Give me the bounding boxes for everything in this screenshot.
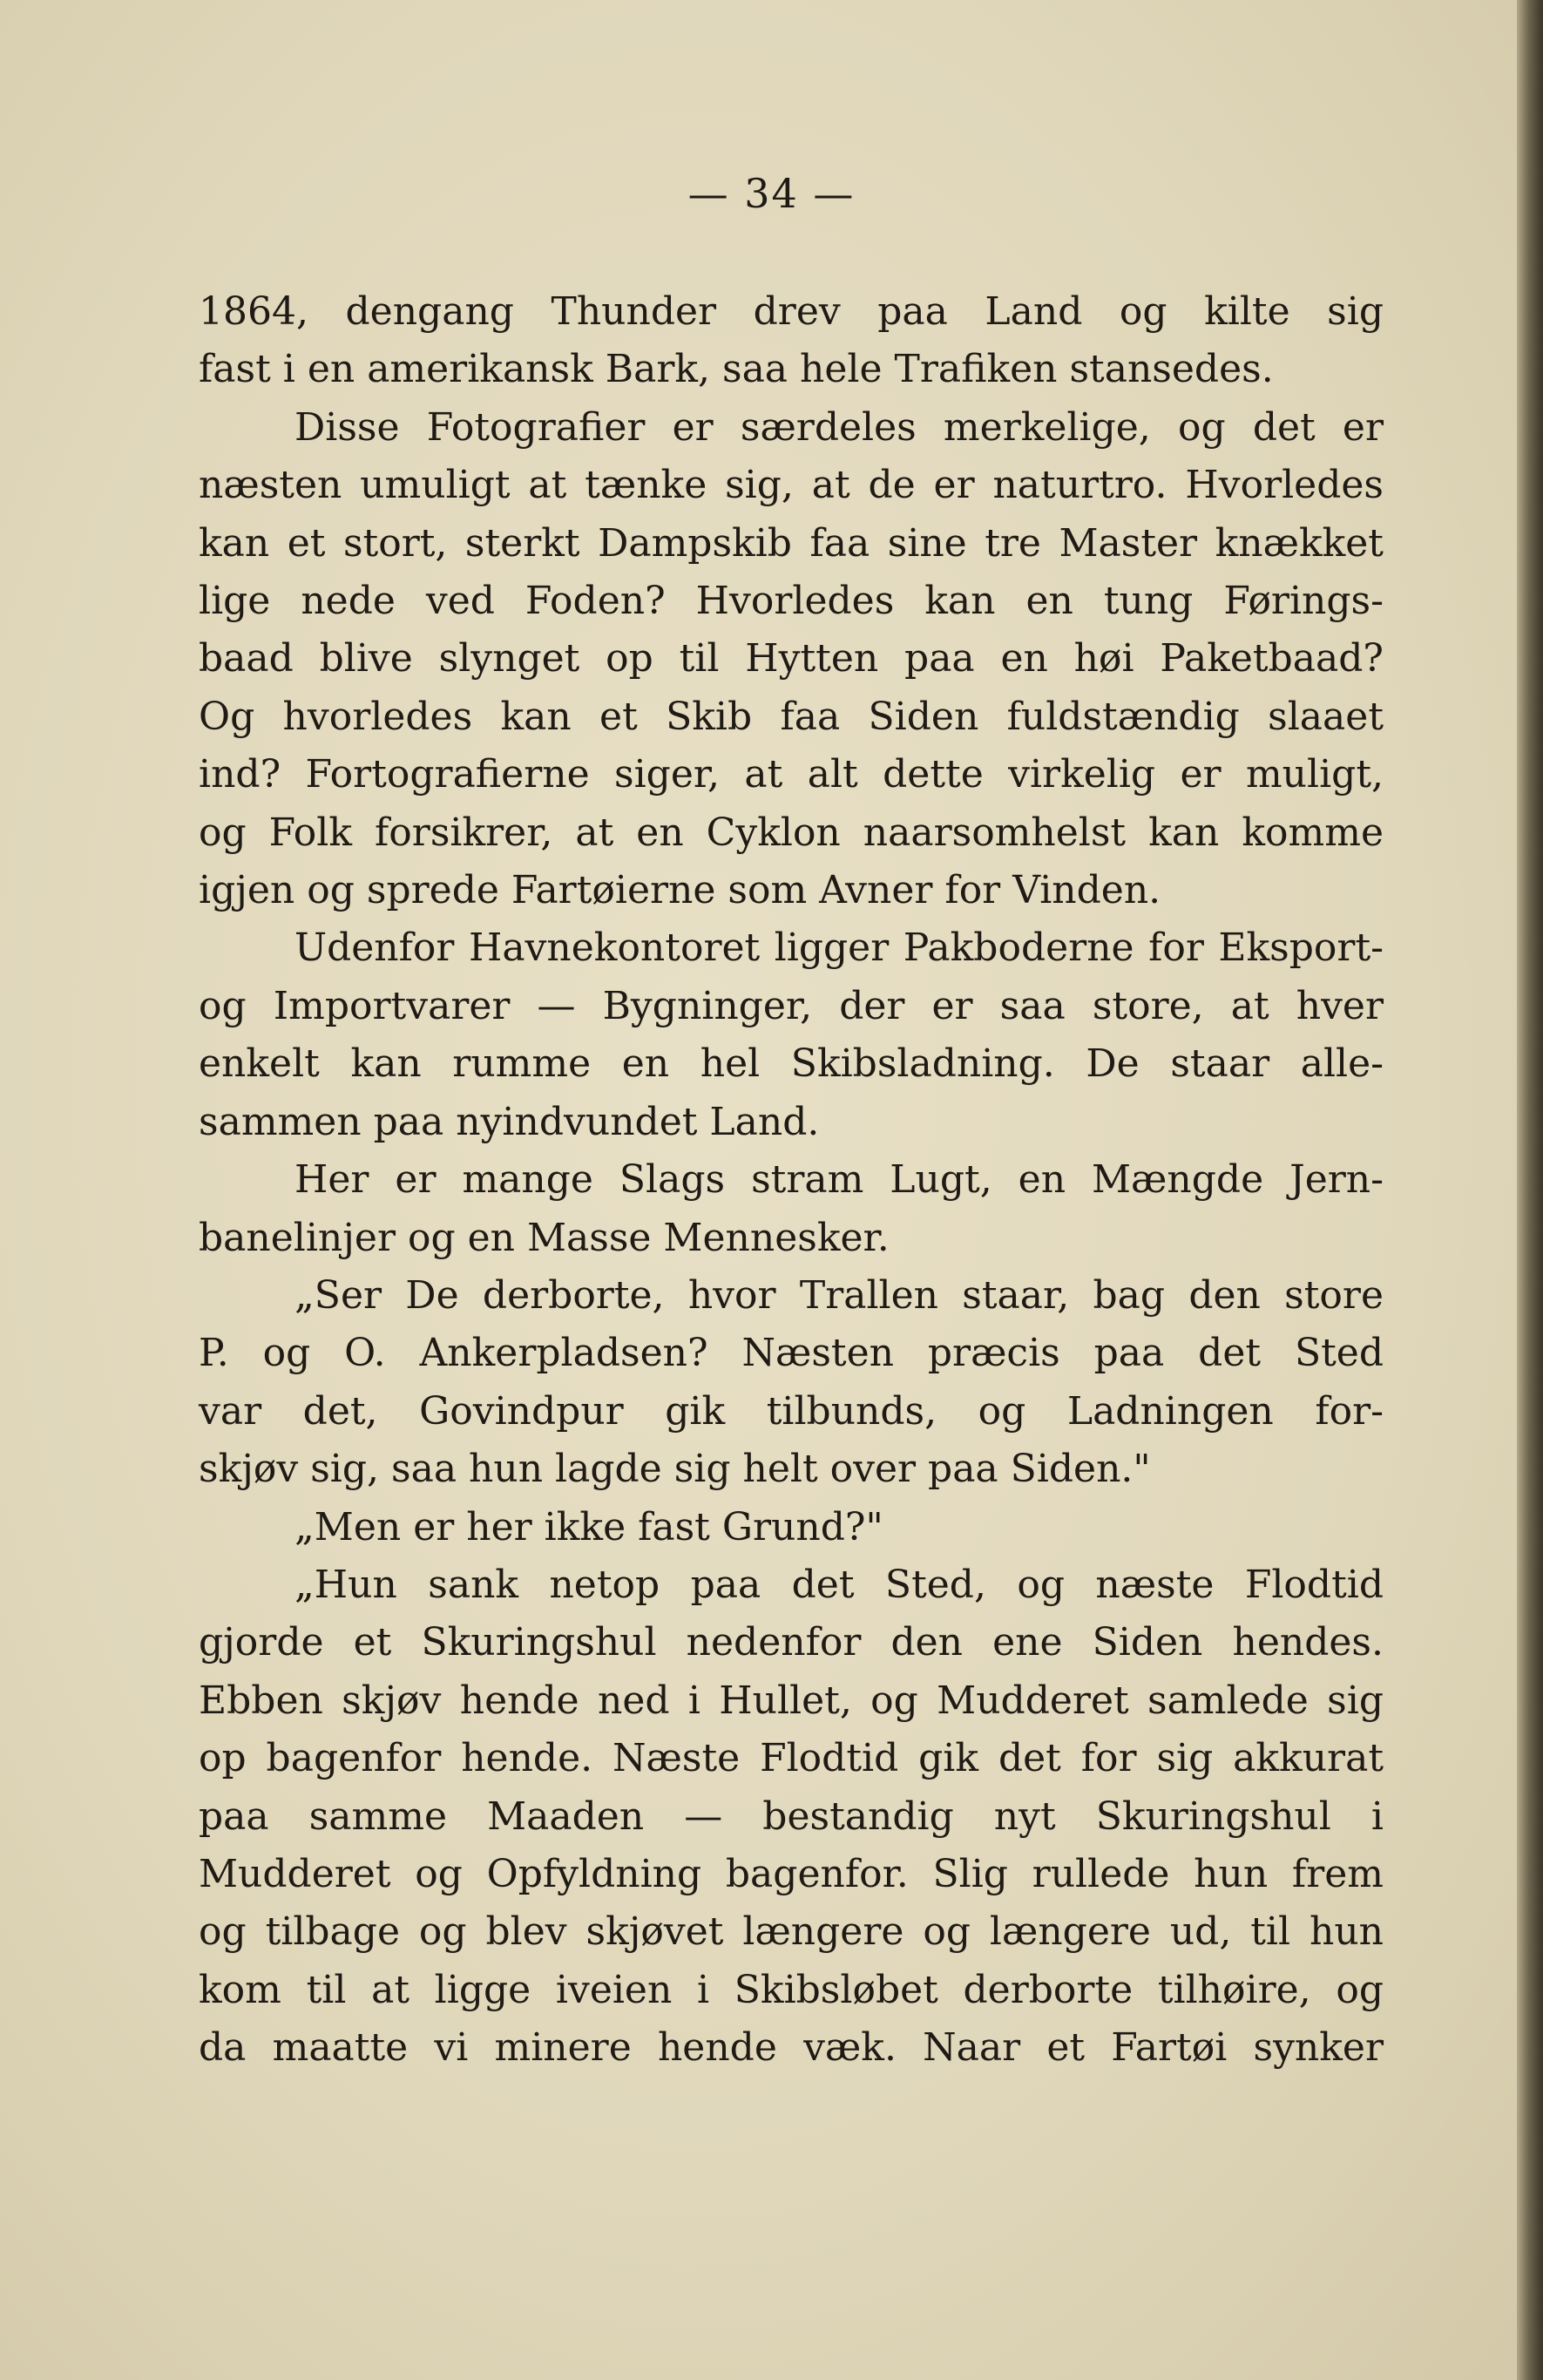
text-line: kom til at ligge iveien i Skibsløbet derborte tilhøire, og xyxy=(199,1967,1384,2012)
text-line: P. og O. Ankerpladsen? Næsten præcis paa det Sted xyxy=(199,1331,1384,1376)
text-line: og Folk forsikrer, at en Cyklon naarsomhelst kan komme xyxy=(199,810,1384,855)
text-line: „Hun sank netop paa det Sted, og næste Flodtid xyxy=(294,1562,1384,1607)
text-line: „Men er her ikke fast Grund?" xyxy=(294,1504,883,1549)
text-line: skjøv sig, saa hun lagde sig helt over paa Siden." xyxy=(199,1447,1151,1492)
text-line: Og hvorledes kan et Skib faa Siden fuldstændig slaaet xyxy=(199,694,1384,739)
text-line: Ebben skjøv hende ned i Hullet, og Mudderet samlede sig xyxy=(199,1678,1384,1723)
text-line: Mudderet og Opfyldning bagenfor. Slig rullede hun frem xyxy=(199,1851,1384,1896)
text-line: enkelt kan rumme en hel Skibsladning. De staar alle- xyxy=(199,1041,1384,1087)
text-line: sammen paa nyindvundet Land. xyxy=(199,1099,820,1144)
text-line: banelinjer og en Masse Mennesker. xyxy=(199,1215,890,1260)
text-line: paa samme Maaden — bestandig nyt Skuringshul i xyxy=(199,1793,1384,1839)
body-text xyxy=(199,283,1384,2078)
text-line: og tilbage og blev skjøvet længere og længere ud, til hun xyxy=(199,1909,1384,1955)
text-line: igjen og sprede Fartøierne som Avner for Vinden. xyxy=(199,868,1161,913)
text-line: baad blive slynget op til Hytten paa en høi Paketbaad? xyxy=(199,636,1384,681)
text-line: gjorde et Skuringshul nedenfor den ene Siden hendes. xyxy=(199,1620,1384,1665)
page-number: — 34 — xyxy=(687,170,856,217)
text-line: lige nede ved Foden? Hvorledes kan en tung Førings- xyxy=(199,579,1384,624)
text-line: næsten umuligt at tænke sig, at de er naturtro. Hvorledes xyxy=(199,463,1384,508)
text-line: var det, Govindpur gik tilbunds, og Ladningen for- xyxy=(199,1388,1384,1434)
text-line: Disse Fotografier er særdeles merkelige, og det er xyxy=(294,404,1384,450)
text-line: ind? Fortografierne siger, at alt dette virkelig er muligt, xyxy=(199,752,1384,797)
text-line: 1864, dengang Thunder drev paa Land og kilte sig xyxy=(199,289,1384,334)
text-line: og Importvarer — Bygninger, der er saa store, at hver xyxy=(199,983,1384,1028)
text-line: kan et stort, sterkt Dampskib faa sine tre Master knækket xyxy=(199,520,1384,566)
text-line: „Ser De derborte, hvor Trallen staar, bag den store xyxy=(294,1272,1384,1318)
text-line: da maatte vi minere hende væk. Naar et Fartøi synker xyxy=(199,2025,1384,2071)
text-line: op bagenfor hende. Næste Flodtid gik det for sig akkurat xyxy=(199,1736,1384,1781)
text-line: Udenfor Havnekontoret ligger Pakboderne for Eksport- xyxy=(294,926,1384,971)
page-binding-edge xyxy=(1517,0,1543,2380)
text-line: Her er mange Slags stram Lugt, en Mængde Jern- xyxy=(294,1157,1384,1203)
text-line: fast i en amerikansk Bark, saa hele Trafiken stansedes. xyxy=(199,347,1274,392)
